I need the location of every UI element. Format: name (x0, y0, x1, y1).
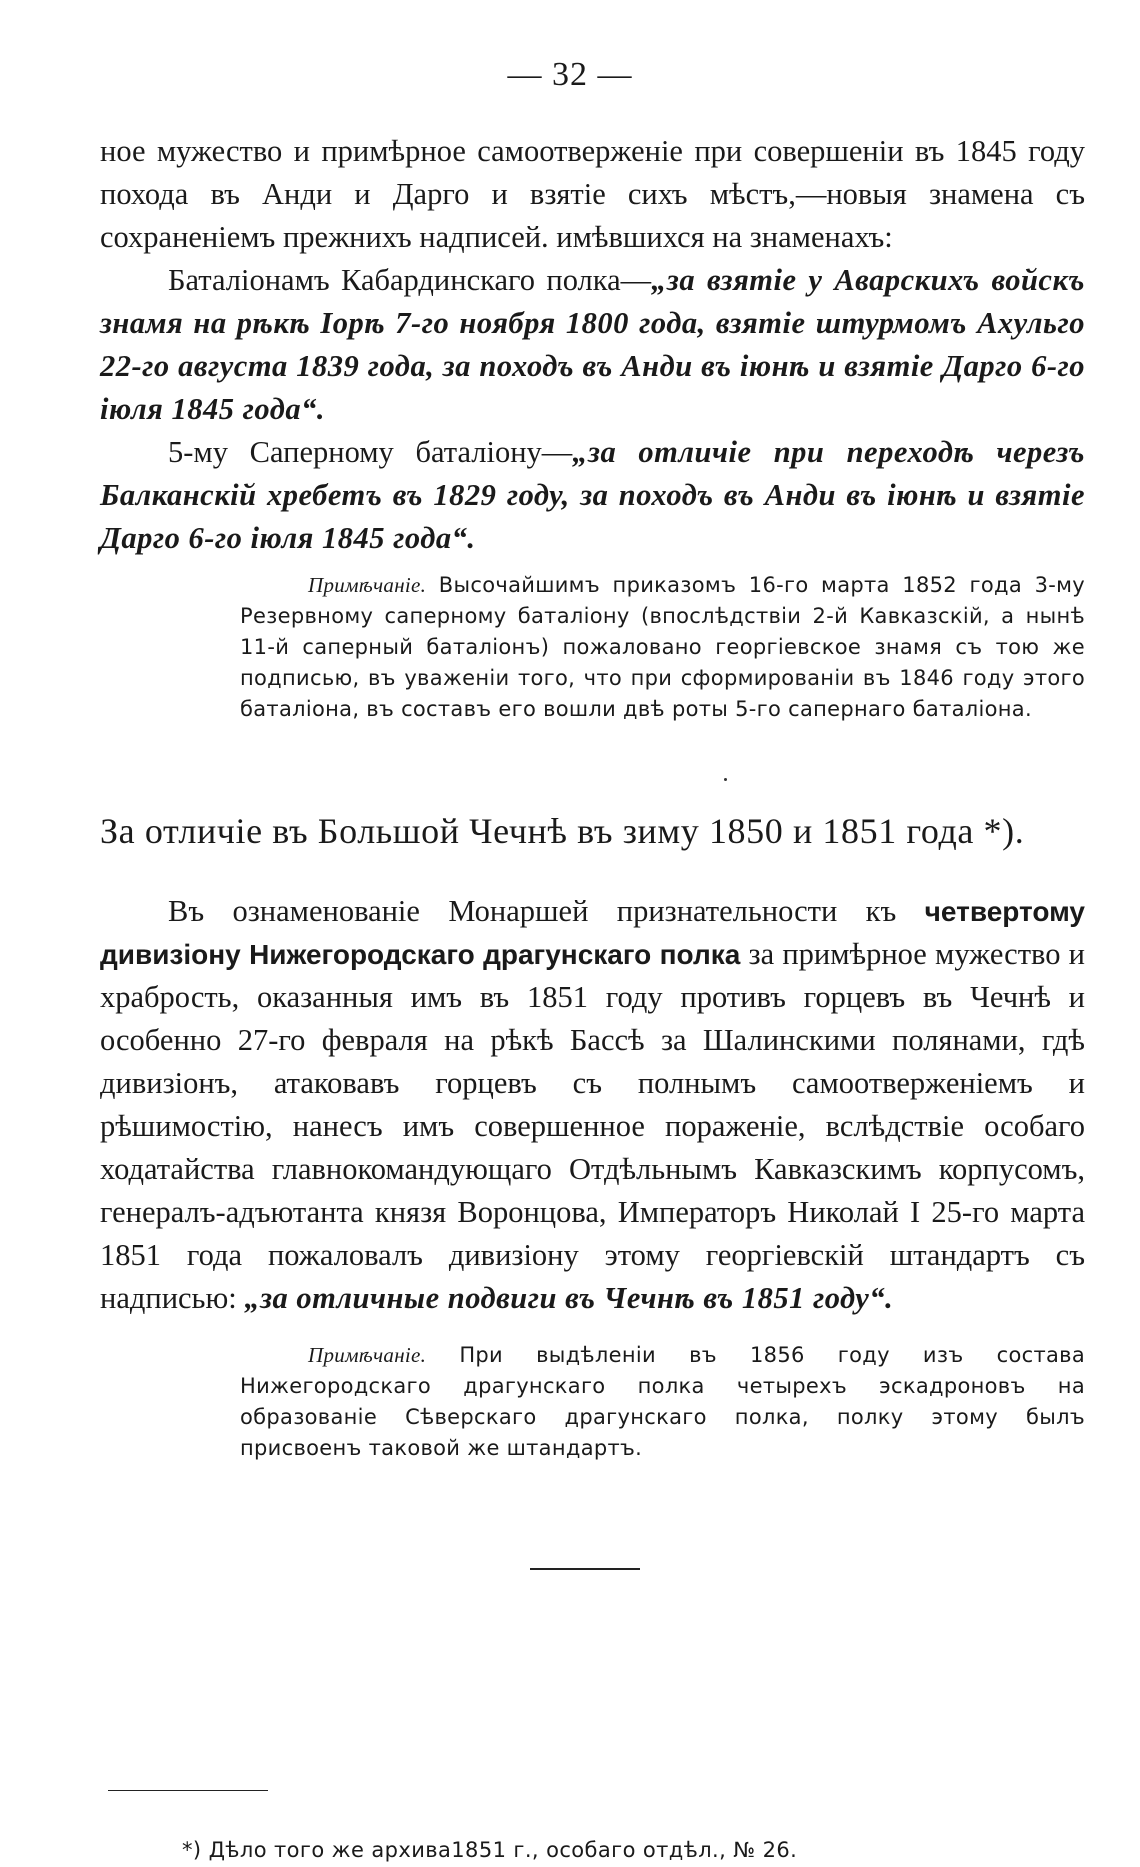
regiment-name: четвертому дивизіону Нижегородскаго драгунскаго полка (100, 896, 1085, 970)
note-2-label: Примѣчаніе. (308, 1343, 427, 1367)
paragraph-nizhegorodsky-b: за примѣрное мужество и храбрость, оказанныя имъ въ 1851 году противъ горцевъ въ Чечнѣ и особенно 27-го февраля на рѣкѣ Бассѣ за Шалинскими полянами, гдѣ дивизіонъ, атаковавъ горцевъ съ полнымъ самоотверженіемъ и рѣшимостію, нанесъ имъ совершенное пораженіе, вслѣдствіе особаго ходатайства главнокомандующаго Отдѣльнымъ Кавказскимъ корпусомъ, генералъ-адъютанта князя Воронцова, Императоръ Николай I 25-го марта 1851 года пожаловалъ дивизіону этому георгіевскій штандартъ съ надписью: (100, 937, 1085, 1315)
paragraph-1 (100, 130, 1085, 259)
section-divider (530, 1568, 640, 1570)
paragraph-kabardinsky-lead: Баталіонамъ Кабардинскаго полка— (168, 263, 652, 297)
note-2 (240, 1340, 1085, 1464)
section-2 (100, 890, 1085, 1320)
note-1 (240, 570, 1085, 725)
paragraph-sapper-lead: 5-му Саперному баталіону— (168, 435, 573, 469)
paragraph-nizhegorodsky (100, 890, 1085, 1320)
paragraph-sapper (100, 431, 1085, 560)
paragraph-1-text: ное мужество и примѣрное самоотверженіе при совершеніи въ 1845 году похода въ Анди и Дарго и взятіе сихъ мѣстъ,—новыя знамена съ сохраненіемъ прежнихъ надписей. имѣвшихся на знаменахъ: (100, 134, 1085, 254)
paragraph-kabardinsky (100, 259, 1085, 431)
inscription-sapper: „за отличіе при переходѣ черезъ Балканскій хребетъ въ 1829 году, за походъ въ Анди въ іюнѣ и взятіе Дарго 6-го іюля 1845 года“. (100, 435, 1085, 555)
note-1-label: Примѣчаніе. (308, 573, 427, 597)
footnote: *) Дѣло того же архива1851 г., особаго отдѣл., № 26. (182, 1838, 798, 1862)
note-1-paragraph (240, 570, 1085, 725)
note-2-paragraph (240, 1340, 1085, 1464)
note-2-text: При выдѣленіи въ 1856 году изъ состава Нижегородскаго драгунскаго полка четырехъ эскадроновъ на образованіе Сѣверскаго драгунскаго полка, полку этому былъ присвоенъ таковой же штандартъ. (240, 1343, 1085, 1460)
footnote-divider (108, 1790, 268, 1791)
paragraph-nizhegorodsky-a: Въ ознаменованіе Монаршей признательности къ (168, 894, 925, 928)
page-number: — 32 — (507, 56, 633, 93)
note-1-text: Высочайшимъ приказомъ 16-го марта 1852 года 3-му Резервному саперному баталіону (впослѣдствіи 2-й Кавказскій, а нынѣ 11-й саперный баталіонъ) пожаловано георгіевское знамя съ тою же подписью, въ уваженіи того, что при сформированіи въ 1846 году этого баталіона, въ составъ его вошли двѣ роты 5-го сапернаго баталіона. (240, 573, 1085, 721)
section-1 (100, 130, 1085, 560)
section-heading: За отличіе въ Большой Чечнѣ въ зиму 1850 и 1851 года *). (100, 811, 1025, 851)
inscription-standard: „за отличные подвиги въ Чечнѣ въ 1851 году“. (244, 1281, 894, 1315)
speck (724, 778, 727, 781)
inscription-kabardinsky: „за взятіе у Аварскихъ войскъ знамя на рѣкѣ Іорѣ 7-го ноября 1800 года, взятіе штурмомъ Ахульго 22-го августа 1839 года, за походъ въ Анди въ іюнѣ и взятіе Дарго 6-го іюля 1845 года“. (100, 263, 1085, 426)
